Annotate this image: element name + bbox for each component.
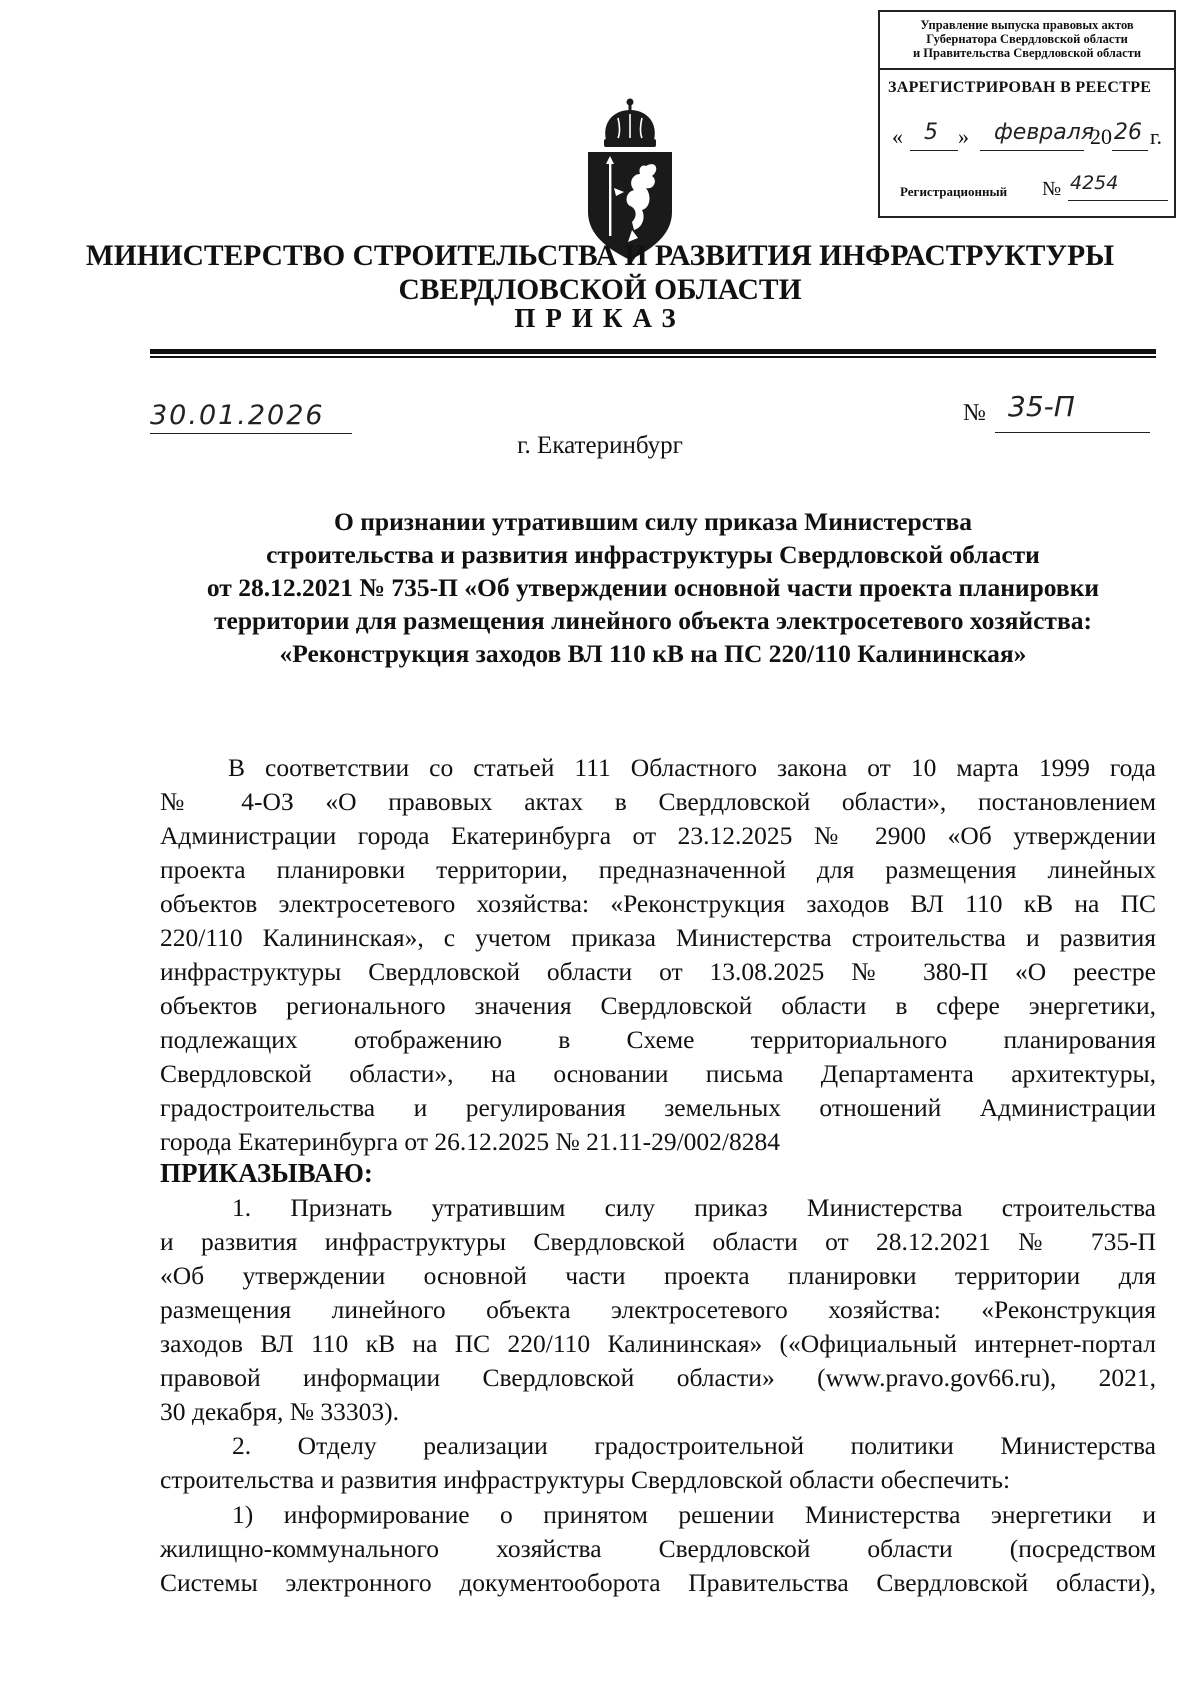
stamp-number-sign: №	[1042, 178, 1062, 200]
title-line: от 28.12.2021 № 735-П «Об утверждении основной части проекта планировки	[206, 573, 1100, 602]
preamble-line: города Екатеринбурга от 26.12.2025 № 21.11-29/002/8284	[160, 1127, 781, 1156]
stamp-header	[880, 18, 1174, 60]
title-line: строительства и развития инфраструктуры Свердловской области	[266, 540, 1040, 569]
stamp-date-row	[884, 120, 1170, 154]
stamp-year-suffix: 26	[1114, 120, 1142, 145]
title-line: территории для размещения линейного объекта электросетевого хозяйства:	[214, 606, 1092, 635]
ministry-name-line2: СВЕРДЛОВСКОЙ ОБЛАСТИ	[398, 274, 802, 306]
stamp-year-abbr: г.	[1150, 124, 1163, 149]
preamble-line: В соответствии со статьей 111 Областного закона от 10 марта 1999 года	[228, 753, 1156, 782]
ministry-name-line1: МИНИСТЕРСТВО СТРОИТЕЛЬСТВА И РАЗВИТИЯ ИНФРАСТРУКТУРЫ	[85, 240, 1115, 272]
stamp-open-quote: «	[892, 124, 903, 149]
document-type: ПРИКАЗ	[514, 303, 686, 333]
item1-line: размещения линейного объекта электросетевого хозяйства: «Реконструкция	[160, 1295, 1156, 1324]
stamp-header-line: Губернатора Свердловской области	[926, 32, 1128, 46]
stamp-number-underline	[1068, 200, 1168, 201]
header-rule-thick	[150, 349, 1156, 354]
stamp-close-quote: »	[958, 124, 969, 149]
stamp-reg-number-label: Регистрационный	[900, 184, 1008, 199]
orders-heading: ПРИКАЗЫВАЮ:	[160, 1158, 373, 1188]
stamp-day: 5	[924, 120, 938, 145]
preamble-line: инфраструктуры Свердловской области от 13.08.2025 № 380-П «О реестре	[160, 957, 1156, 986]
stamp-month: февраля	[994, 120, 1095, 145]
item1-line: и развития инфраструктуры Свердловской области от 28.12.2021 № 735-П	[160, 1227, 1156, 1256]
item1-line: «Об утверждении основной части проекта планировки территории для	[160, 1261, 1156, 1290]
stamp-reg-number: 4254	[1070, 172, 1119, 194]
preamble-line: № 4-ОЗ «О правовых актах в Свердловской области», постановлением	[160, 787, 1156, 816]
preamble-line: объектов электросетевого хозяйства: «Реконструкция заходов ВЛ 110 кВ на ПС	[160, 889, 1156, 918]
stamp-divider	[880, 68, 1174, 70]
item2-line: 2. Отделу реализации градостроительной политики Министерства	[232, 1431, 1156, 1460]
order-number-sign: №	[963, 400, 986, 426]
title-line: «Реконструкция заходов ВЛ 110 кВ на ПС 220/110 Калининская»	[279, 639, 1027, 668]
item1-line: 30 декабря, № 33303).	[160, 1397, 400, 1426]
coat-of-arms-icon	[588, 96, 672, 260]
stamp-header-line: и Правительства Свердловской области	[912, 46, 1142, 60]
subitem1-line: 1) информирование о принятом решении Министерства энергетики и	[232, 1500, 1156, 1529]
registration-stamp	[878, 10, 1176, 218]
title-line: О признании утратившим силу приказа Министерства	[333, 507, 973, 536]
preamble-line: подлежащих отображению в Схеме территориального планирования	[160, 1025, 1156, 1054]
item1-line: 1. Признать утратившим силу приказ Министерства строительства	[232, 1193, 1156, 1222]
preamble-line: 220/110 Калининская», с учетом приказа Министерства строительства и развития	[160, 923, 1156, 952]
stamp-year-underline	[1112, 150, 1148, 151]
stamp-header-line: Управление выпуска правовых актов	[920, 18, 1134, 32]
preamble-line: градостроительства и регулирования земельных отношений Администрации	[160, 1093, 1156, 1122]
header-rule-thin	[150, 356, 1156, 358]
stamp-year-prefix: 20	[1090, 124, 1112, 149]
subitem1-line: Системы электронного документооборота Правительства Свердловской области),	[160, 1568, 1156, 1597]
preamble-line: проекта планировки территории, предназначенной для размещения линейных	[160, 855, 1156, 884]
subitem1-line: жилищно-коммунального хозяйства Свердловской области (посредством	[160, 1534, 1156, 1563]
preamble-line: объектов регионального значения Свердловской области в сфере энергетики,	[160, 991, 1156, 1020]
stamp-registered-label: ЗАРЕГИСТРИРОВАН В РЕЕСТРЕ	[888, 79, 1152, 96]
order-date: 30.01.2026	[150, 400, 325, 431]
item2-line: строительства и развития инфраструктуры Свердловской области обеспечить:	[160, 1465, 1011, 1494]
item1-line: правовой информации Свердловской области» (www.pravo.gov66.ru), 2021,	[160, 1363, 1156, 1392]
item1-line: заходов ВЛ 110 кВ на ПС 220/110 Калининская» («Официальный интернет-портал	[160, 1329, 1156, 1358]
stamp-day-underline	[910, 150, 958, 151]
preamble-line: Администрации города Екатеринбурга от 23.12.2025 № 2900 «Об утверждении	[160, 821, 1156, 850]
stamp-month-underline	[980, 150, 1084, 151]
order-city: г. Екатеринбург	[517, 432, 683, 459]
order-number: 35-П	[1008, 390, 1075, 423]
preamble-line: Свердловской области», на основании письма Департамента архитектуры,	[160, 1059, 1156, 1088]
